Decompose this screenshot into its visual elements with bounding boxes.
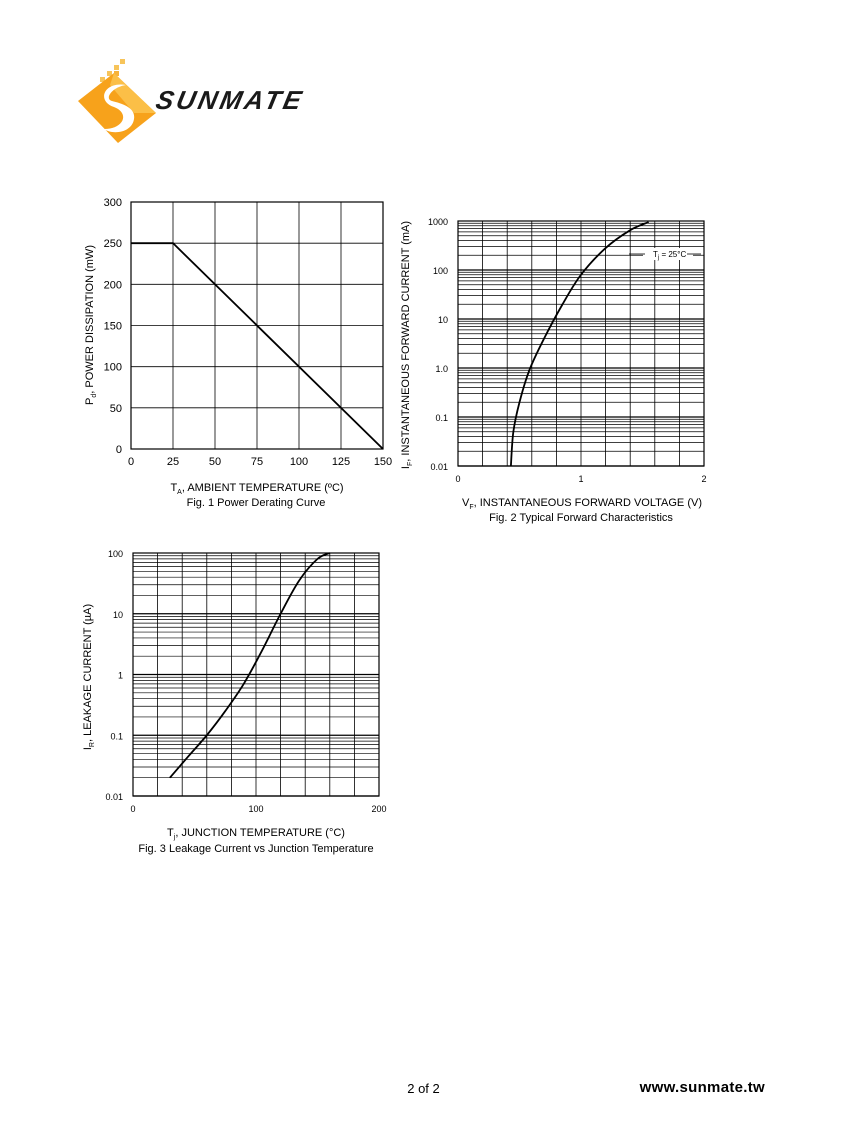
y-tick-label: 10 <box>112 609 123 620</box>
y-tick-label: 0.01 <box>430 462 448 472</box>
fig1-ylabel: $P_d$, POWER DISSIPATION (mW) <box>84 245 98 405</box>
y-tick-label: 1.0 <box>435 364 448 374</box>
page-number: 2 of 2 <box>407 1081 440 1096</box>
x-tick-label: 150 <box>373 456 393 468</box>
y-tick-label: 300 <box>103 197 122 209</box>
y-tick-label: 150 <box>103 320 122 333</box>
y-tick-label: 250 <box>103 238 122 251</box>
x-tick-label: 0 <box>127 456 135 468</box>
y-tick-label: 0.01 <box>105 792 123 802</box>
y-tick-label: 0 <box>115 444 122 456</box>
x-tick-label: 50 <box>208 456 222 468</box>
y-tick-label: 0.1 <box>110 731 123 742</box>
fig2-forward-characteristics-chart <box>395 205 730 535</box>
svg-text:Tj = 25°C: $T_j = 25^\circ C$ <box>653 250 687 261</box>
fig1-caption: Fig. 1 Power Derating Curve <box>186 497 326 509</box>
sunmate-logo <box>74 55 339 152</box>
logo-wordmark: SUNMATE <box>153 85 308 115</box>
logo-graphic <box>74 55 339 147</box>
y-tick-label: 1000 <box>427 217 448 227</box>
y-tick-label: 100 <box>107 549 123 559</box>
x-tick-label: 100 <box>248 804 264 814</box>
fig1-xlabel: $T_A$, AMBIENT TEMPERATURE (ºC) <box>170 482 344 496</box>
fig1-power-derating-chart <box>78 190 408 520</box>
y-tick-label: 50 <box>109 402 122 415</box>
x-tick-label: 100 <box>289 456 309 468</box>
x-tick-label: 200 <box>371 804 387 814</box>
x-tick-label: 25 <box>166 456 180 468</box>
fig2-annotation <box>629 248 701 261</box>
y-tick-label: 100 <box>432 266 448 276</box>
y-tick-label: 1 <box>117 670 123 681</box>
fig3-ylabel: $I_R$, LEAKAGE CURRENT (µA) <box>82 603 96 751</box>
fig2-xlabel: $V_F$, INSTANTANEOUS FORWARD VOLTAGE (V) <box>462 497 702 511</box>
x-tick-label: 2 <box>701 474 707 484</box>
x-tick-label: 0 <box>130 804 136 814</box>
y-tick-label: 0.1 <box>435 413 448 423</box>
y-tick-label: 200 <box>103 279 122 292</box>
y-tick-label: 100 <box>103 361 122 374</box>
x-tick-label: 1 <box>578 474 584 484</box>
fig2-caption: Fig. 2 Typical Forward Characteristics <box>489 512 673 524</box>
x-tick-label: 0 <box>455 474 461 484</box>
website-url: www.sunmate.tw <box>639 1079 765 1096</box>
fig3-grid <box>133 553 379 796</box>
x-tick-label: 75 <box>250 456 264 468</box>
y-tick-label: 10 <box>437 315 448 325</box>
fig1-ticks <box>104 197 393 468</box>
x-tick-label: 125 <box>331 456 351 468</box>
fig3-caption: Fig. 3 Leakage Current vs Junction Temperature <box>138 843 374 855</box>
fig3-series-line <box>170 553 330 778</box>
fig3-leakage-current-chart <box>78 540 408 860</box>
fig3-xlabel: $T_j$, JUNCTION TEMPERATURE (°C) <box>167 827 345 841</box>
fig2-ylabel: $I_F$, INSTANTANEOUS FORWARD CURRENT (mA) <box>400 220 414 470</box>
